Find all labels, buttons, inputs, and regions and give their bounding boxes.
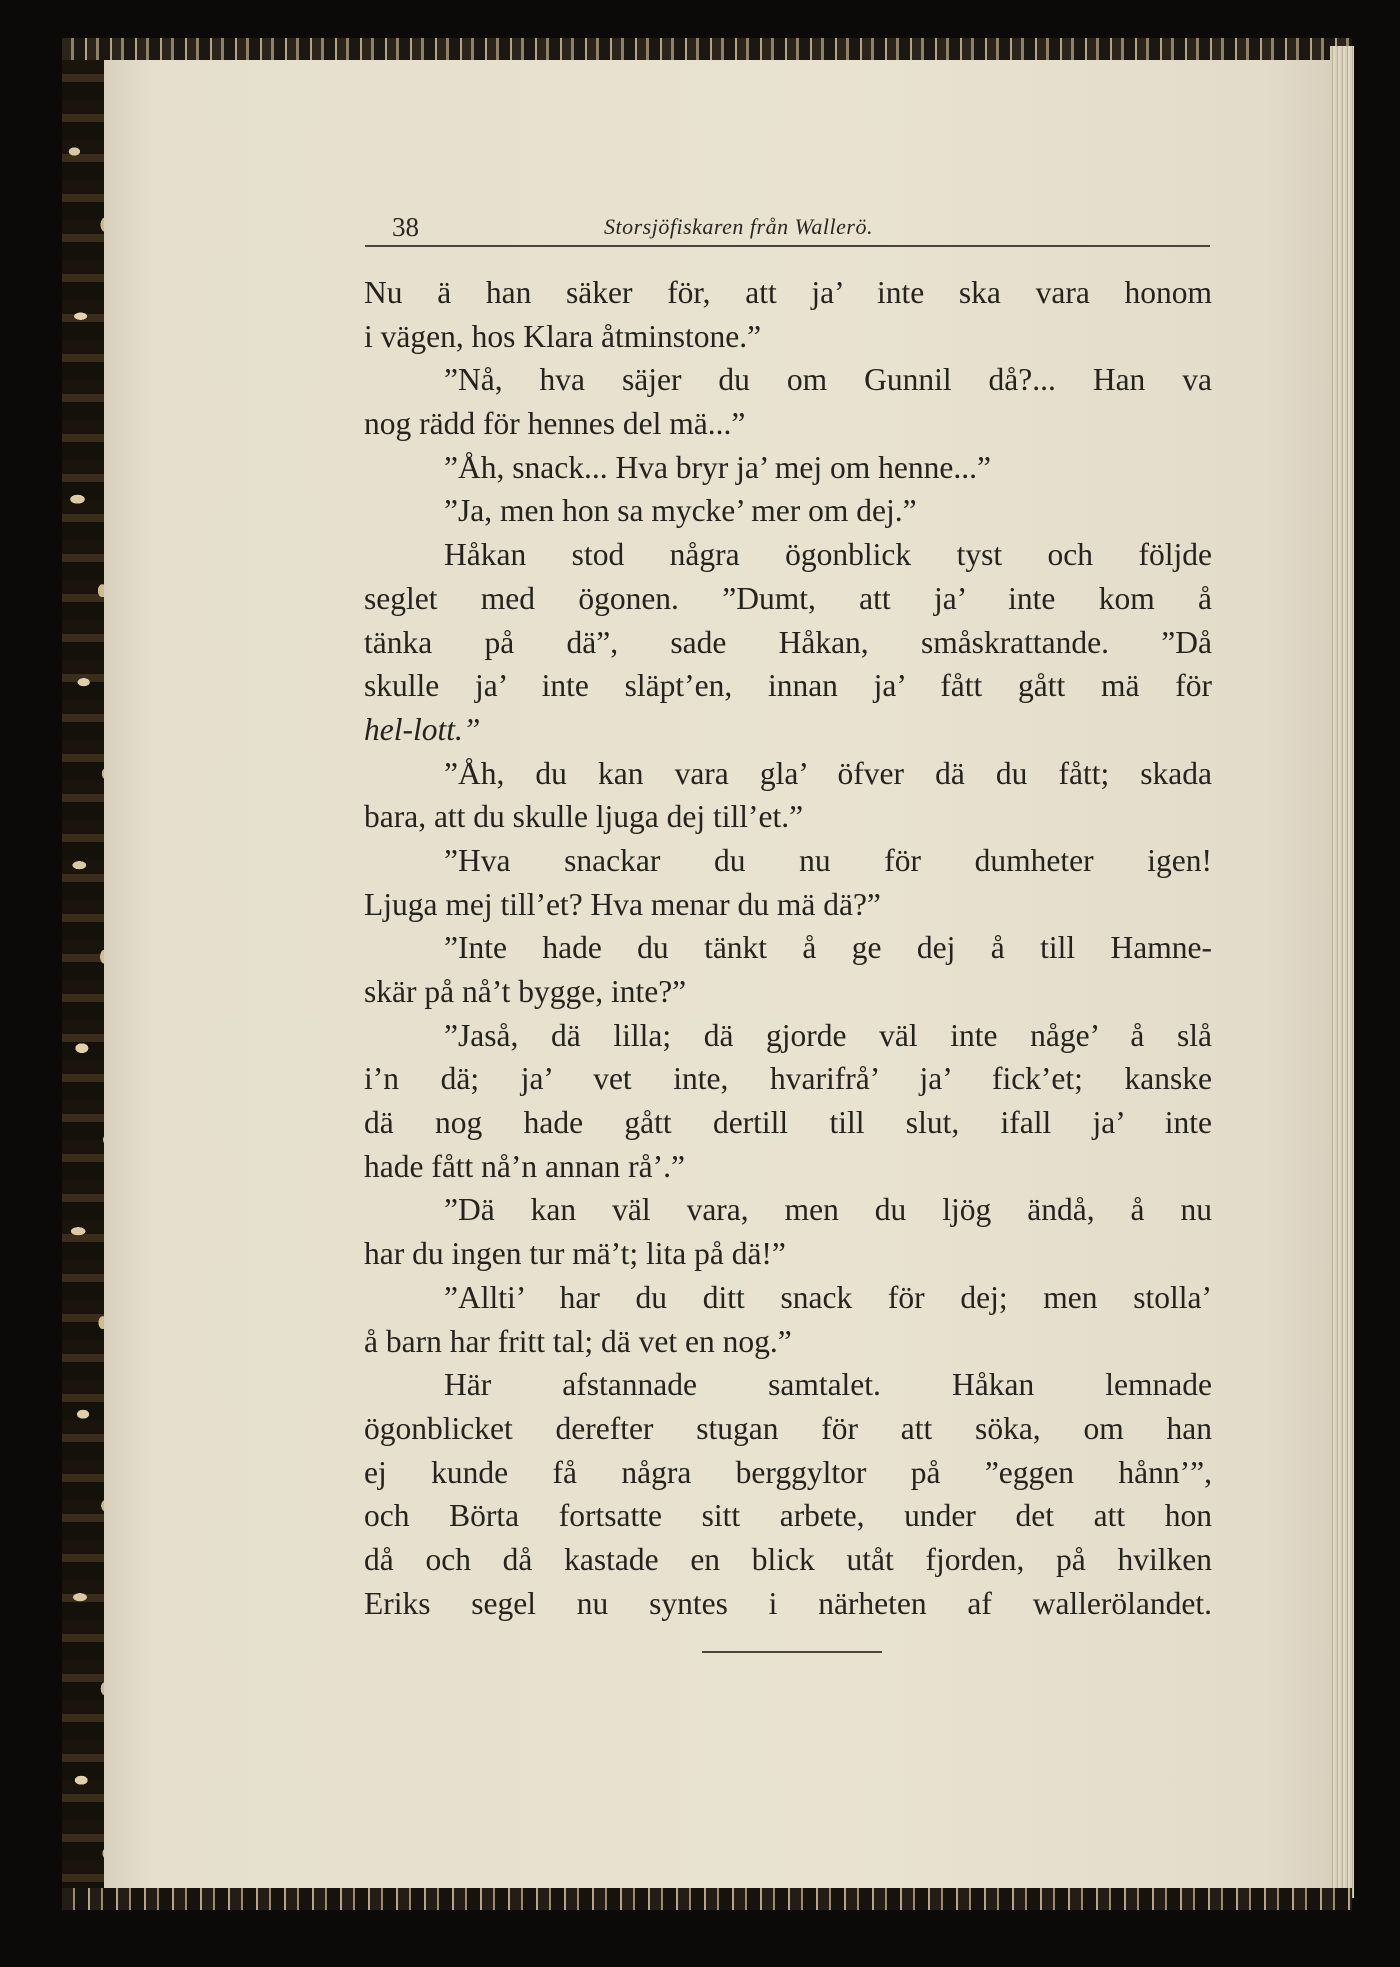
running-title: Storsjöfiskaren från Wallerö. — [604, 214, 873, 239]
text-line: ”Jaså, dä lilla; dä gjorde väl inte någe’ å slå — [444, 1017, 1212, 1053]
text-line: och Börta fortsatte sitt arbete, under det att hon — [364, 1498, 1212, 1534]
text-line: nog rädd för hennes del mä...” — [364, 406, 746, 442]
text-line: seglet med ögonen. ”Dumt, att ja’ inte kom å — [364, 580, 1212, 616]
text-line: har du ingen tur mä’t; lita på dä!” — [364, 1236, 786, 1272]
text-line: ”Allti’ har du ditt snack för dej; men stolla’ — [444, 1279, 1212, 1315]
text-line: Håkan stod några ögonblick tyst och följde — [444, 537, 1212, 573]
book-bottom-edge — [62, 1888, 1352, 1910]
text-line: ej kunde få några berggyltor på ”eggen hånn’”, — [364, 1454, 1212, 1490]
text-line: ”Åh, du kan vara gla’ öfver dä du fått; skada — [444, 755, 1212, 791]
text-line: dä nog hade gått dertill till slut, ifall ja’ inte — [364, 1105, 1212, 1141]
text-line: ”Åh, snack... Hva bryr ja’ mej om henne...” — [444, 449, 991, 485]
text-line: tänka på dä”, sade Håkan, småskrattande. ”Då — [364, 624, 1212, 660]
header-rule — [365, 245, 1210, 247]
text-line: Eriks segel nu syntes i närheten af wallerölandet. — [364, 1585, 1212, 1621]
text-line: ”Dä kan väl vara, men du ljög ändå, å nu — [444, 1192, 1212, 1228]
text-line: skulle ja’ inte släpt’en, innan ja’ fått gått mä för — [364, 668, 1212, 704]
text-line: ”Ja, men hon sa mycke’ mer om dej.” — [444, 493, 917, 529]
text-line: ögonblicket derefter stugan för att söka, om han — [364, 1410, 1212, 1446]
text-line: hade fått nå’n annan rå’.” — [364, 1148, 685, 1184]
book-top-edge — [62, 38, 1352, 62]
body-text — [364, 271, 1212, 1625]
page-header — [392, 210, 1208, 250]
text-line: Nu ä han säker för, att ja’ inte ska vara honom — [364, 275, 1212, 310]
text-line: Här afstannade samtalet. Håkan lemnade — [444, 1367, 1212, 1403]
scan-background — [1354, 0, 1400, 1967]
text-line: i’n dä; ja’ vet inte, hvarifrå’ ja’ fick’et; kanske — [364, 1061, 1212, 1097]
text-line: bara, att du skulle ljuga dej till’et.” — [364, 799, 804, 835]
text-line: då och då kastade en blick utåt fjorden, på hvilken — [364, 1541, 1212, 1577]
text-line: ”Hva snackar du nu för dumheter igen! — [444, 842, 1212, 878]
text-line: skär på nå’t bygge, inte?” — [364, 974, 687, 1009]
text-line: å barn har fritt tal; dä vet en nog.” — [364, 1323, 792, 1359]
text-line: ”Nå, hva säjer du om Gunnil då?... Han va — [444, 362, 1212, 398]
page-stack-edge — [1330, 46, 1354, 1898]
text-line: Ljuga mej till’et? Hva menar du mä dä?” — [364, 886, 881, 922]
text-line: hel-lott.” — [364, 711, 481, 747]
text-line: ”Inte hade du tänkt å ge dej å till Hamne- — [444, 930, 1212, 966]
page-number: 38 — [392, 212, 419, 242]
text-line: i vägen, hos Klara åtminstone.” — [364, 318, 762, 354]
end-rule — [702, 1651, 882, 1653]
